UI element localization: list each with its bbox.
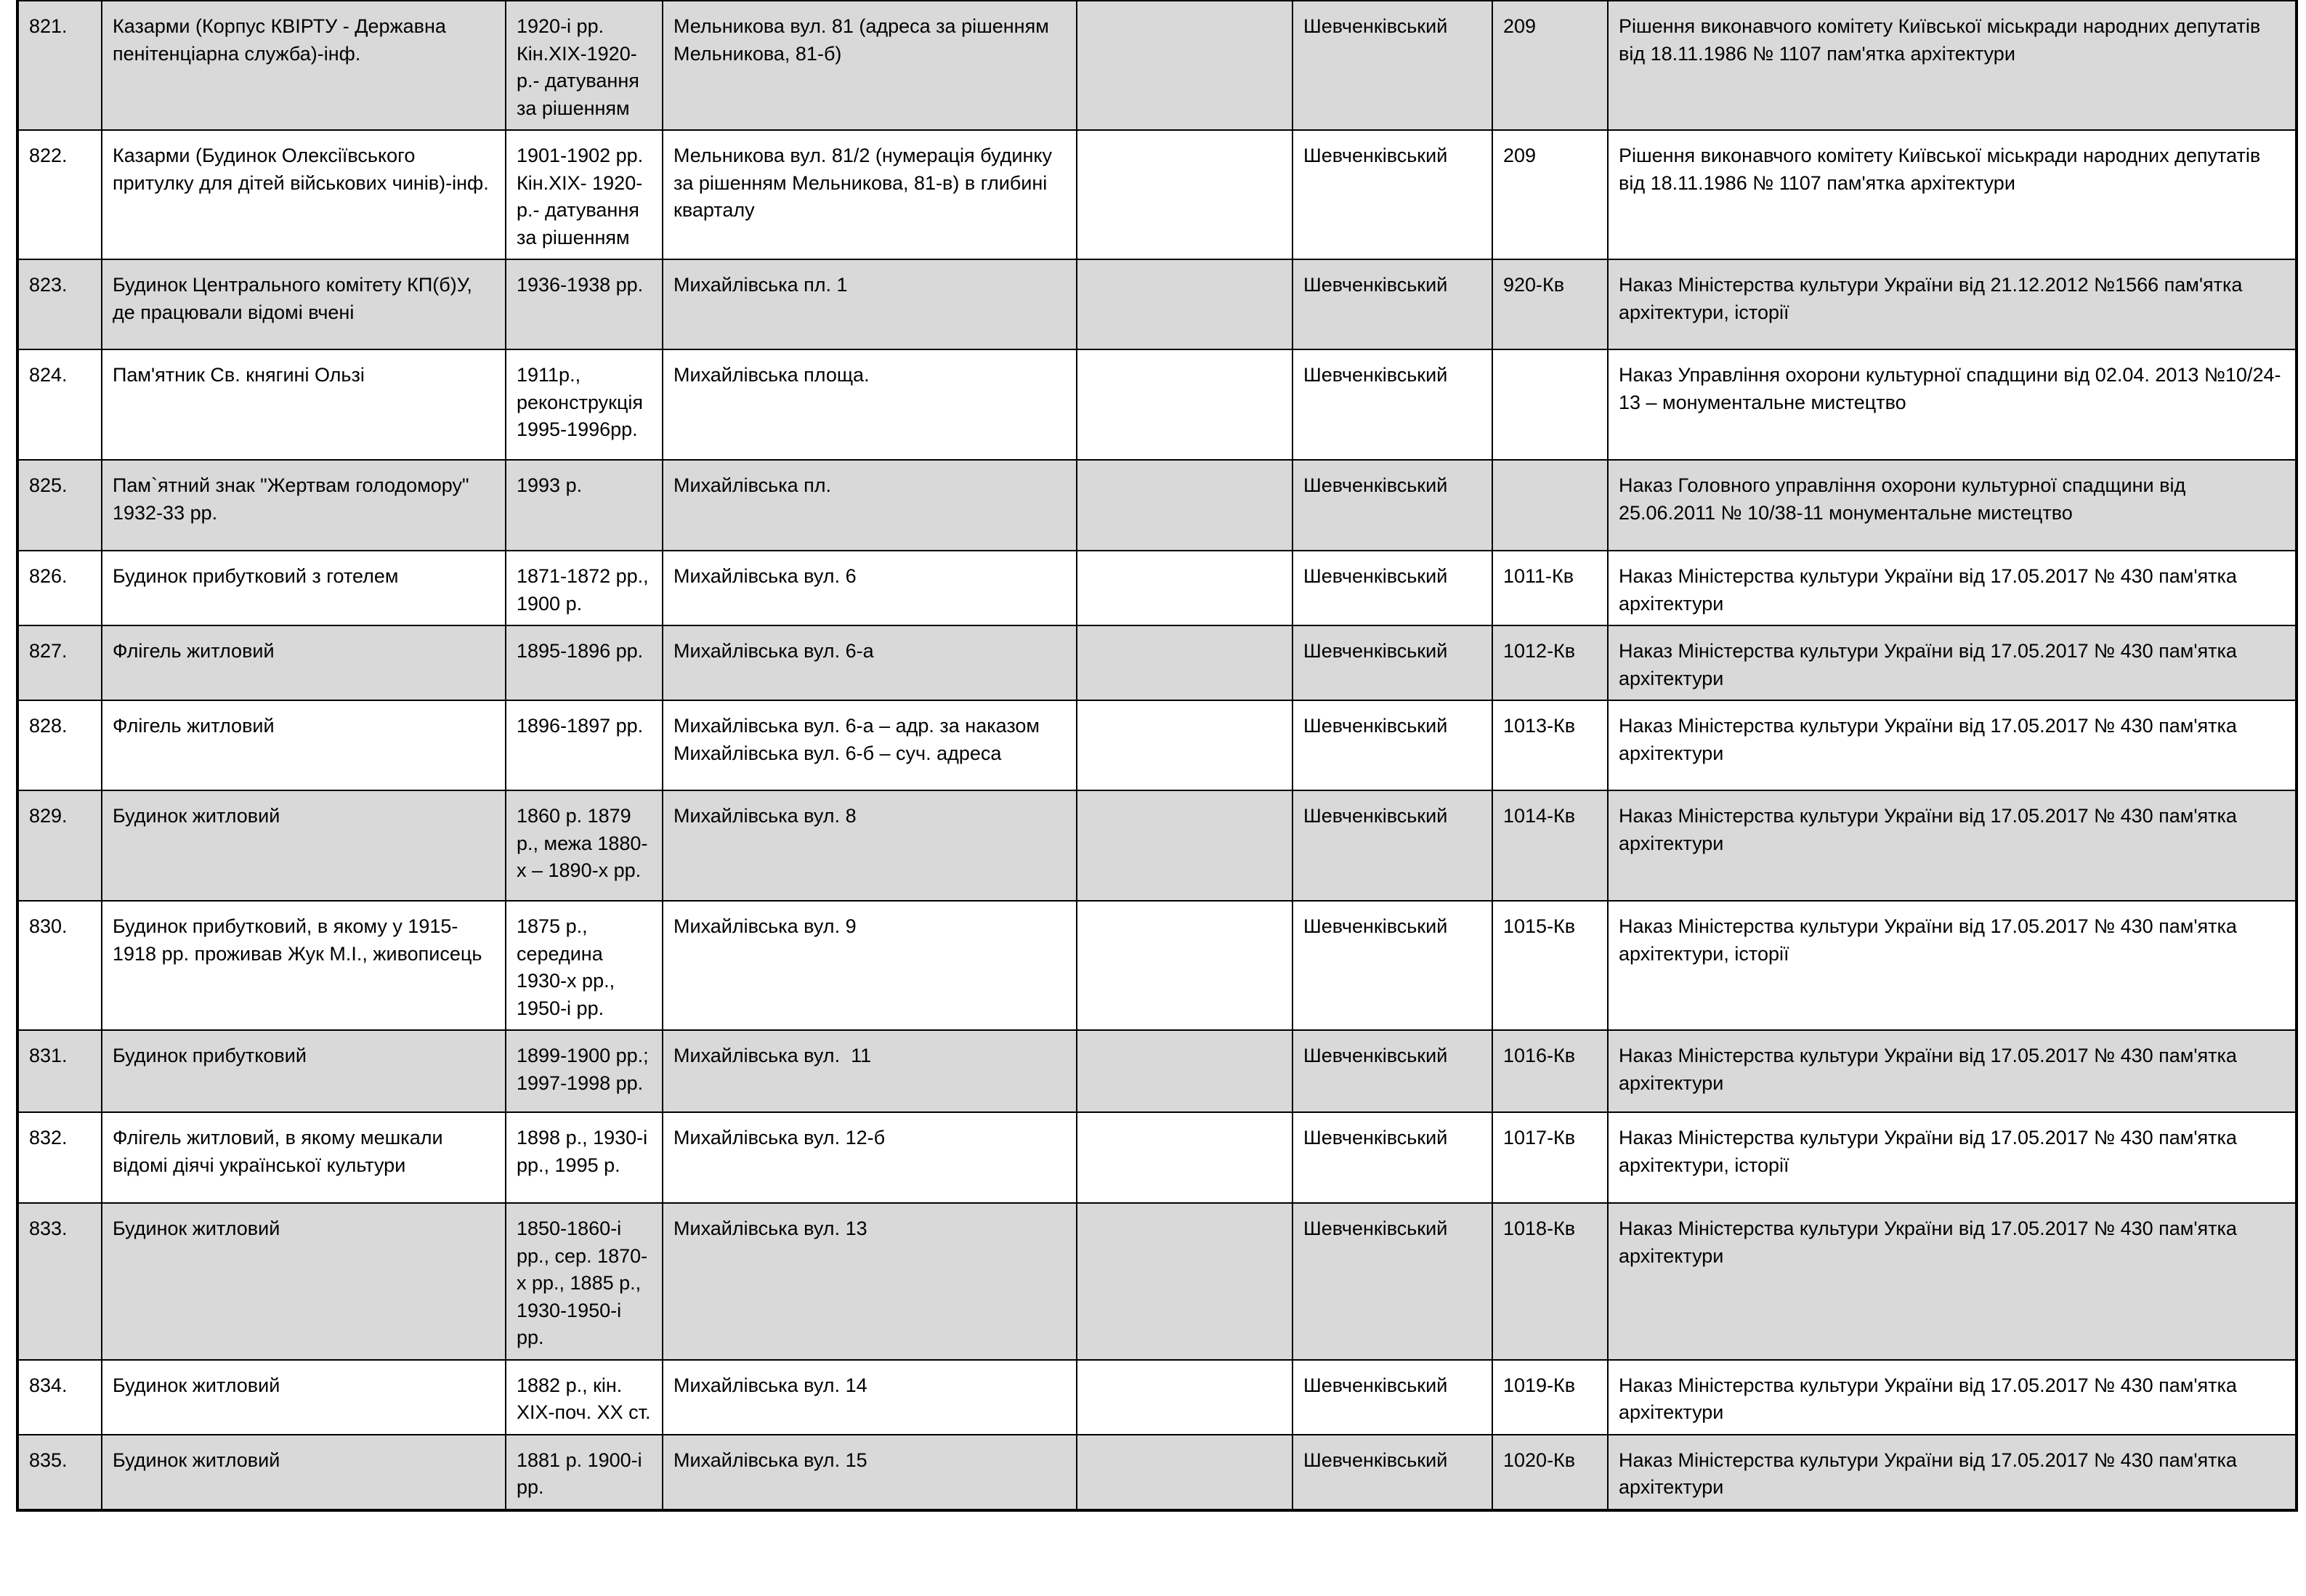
address: Михайлівська вул. 6 <box>663 551 1077 625</box>
district: Шевченківський <box>1292 700 1492 790</box>
protection-code: 1012-Кв <box>1492 625 1608 700</box>
table-row <box>17 901 2297 1030</box>
protection-code: 1016-Кв <box>1492 1030 1608 1112</box>
address: Михайлівська пл. <box>663 460 1077 551</box>
extra-column <box>1077 460 1292 551</box>
decision: Наказ Міністерства культури України від 17.05.2017 № 430 пам'ятка архітектури <box>1608 700 2297 790</box>
dating: 1882 р., кін. ХІХ-поч. ХХ ст. <box>506 1360 663 1435</box>
protection-code: 209 <box>1492 1 1608 130</box>
decision: Наказ Міністерства культури України від 17.05.2017 № 430 пам'ятка архітектури <box>1608 1360 2297 1435</box>
decision: Наказ Міністерства культури України від 17.05.2017 № 430 пам'ятка архітектури <box>1608 1435 2297 1510</box>
dating: 1850-1860-і рр., сер. 1870-х рр., 1885 р., 1930-1950-і рр. <box>506 1203 663 1360</box>
monument-name: Пам`ятний знак "Жертвам голодомору" 1932-33 рр. <box>102 460 506 551</box>
dating: 1895-1896 рр. <box>506 625 663 700</box>
extra-column <box>1077 901 1292 1030</box>
extra-column <box>1077 259 1292 349</box>
address: Михайлівська вул. 14 <box>663 1360 1077 1435</box>
protection-code: 1013-Кв <box>1492 700 1608 790</box>
extra-column <box>1077 130 1292 259</box>
dating: 1898 р., 1930-і рр., 1995 р. <box>506 1112 663 1203</box>
row-number: 823. <box>17 259 102 349</box>
monument-name: Будинок прибутковий з готелем <box>102 551 506 625</box>
table-row <box>17 1360 2297 1435</box>
monument-name: Флігель житловий, в якому мешкали відомі діячі української культури <box>102 1112 506 1203</box>
extra-column <box>1077 625 1292 700</box>
extra-column <box>1077 1 1292 130</box>
district: Шевченківський <box>1292 259 1492 349</box>
decision: Наказ Міністерства культури України від 17.05.2017 № 430 пам'ятка архітектури, історії <box>1608 901 2297 1030</box>
address: Михайлівська вул. 6-а <box>663 625 1077 700</box>
monument-name: Будинок прибутковий, в якому у 1915-1918 рр. проживав Жук М.І., живописець <box>102 901 506 1030</box>
monument-name: Будинок Центрального комітету КП(б)У, де працювали відомі вчені <box>102 259 506 349</box>
table-row <box>17 1 2297 130</box>
table-row <box>17 1112 2297 1203</box>
row-number: 822. <box>17 130 102 259</box>
dating: 1896-1897 рр. <box>506 700 663 790</box>
district: Шевченківський <box>1292 460 1492 551</box>
dating: 1911р., реконструкція 1995-1996рр. <box>506 349 663 460</box>
dating: 1899-1900 рр.; 1997-1998 рр. <box>506 1030 663 1112</box>
dating: 1881 р. 1900-і рр. <box>506 1435 663 1510</box>
table-body <box>17 1 2297 1510</box>
table-row <box>17 790 2297 901</box>
row-number: 833. <box>17 1203 102 1360</box>
district: Шевченківський <box>1292 625 1492 700</box>
decision: Наказ Міністерства культури України від 17.05.2017 № 430 пам'ятка архітектури <box>1608 551 2297 625</box>
district: Шевченківський <box>1292 1360 1492 1435</box>
decision: Рішення виконавчого комітету Київської міськради народних депутатів від 18.11.1986 № 1107 пам'ятка архітектури <box>1608 130 2297 259</box>
protection-code <box>1492 460 1608 551</box>
monument-name: Флігель житловий <box>102 625 506 700</box>
district: Шевченківський <box>1292 1030 1492 1112</box>
monument-name: Флігель житловий <box>102 700 506 790</box>
monument-name: Будинок прибутковий <box>102 1030 506 1112</box>
decision: Наказ Міністерства культури України від 17.05.2017 № 430 пам'ятка архітектури <box>1608 1030 2297 1112</box>
row-number: 830. <box>17 901 102 1030</box>
district: Шевченківський <box>1292 1203 1492 1360</box>
decision: Наказ Управління охорони культурної спадщини від 02.04. 2013 №10/24-13 – монументальне мистецтво <box>1608 349 2297 460</box>
extra-column <box>1077 700 1292 790</box>
row-number: 829. <box>17 790 102 901</box>
row-number: 826. <box>17 551 102 625</box>
protection-code: 1020-Кв <box>1492 1435 1608 1510</box>
table-row <box>17 349 2297 460</box>
decision: Наказ Міністерства культури України від 17.05.2017 № 430 пам'ятка архітектури <box>1608 790 2297 901</box>
district: Шевченківський <box>1292 130 1492 259</box>
decision: Наказ Міністерства культури України від 17.05.2017 № 430 пам'ятка архітектури, історії <box>1608 1112 2297 1203</box>
monument-name: Будинок житловий <box>102 790 506 901</box>
dating: 1871-1872 рр., 1900 р. <box>506 551 663 625</box>
decision: Рішення виконавчого комітету Київської міськради народних депутатів від 18.11.1986 № 1107 пам'ятка архітектури <box>1608 1 2297 130</box>
address: Михайлівська вул. 9 <box>663 901 1077 1030</box>
address: Михайлівська вул. 11 <box>663 1030 1077 1112</box>
decision: Наказ Міністерства культури України від 21.12.2012 №1566 пам'ятка архітектури, історії <box>1608 259 2297 349</box>
table-row <box>17 1203 2297 1360</box>
protection-code: 1019-Кв <box>1492 1360 1608 1435</box>
protection-code <box>1492 349 1608 460</box>
district: Шевченківський <box>1292 1 1492 130</box>
table-row <box>17 551 2297 625</box>
decision: Наказ Міністерства культури України від 17.05.2017 № 430 пам'ятка архітектури <box>1608 625 2297 700</box>
protection-code: 209 <box>1492 130 1608 259</box>
protection-code: 920-Кв <box>1492 259 1608 349</box>
monument-name: Будинок житловий <box>102 1360 506 1435</box>
protection-code: 1014-Кв <box>1492 790 1608 901</box>
monuments-register-table <box>16 0 2298 1512</box>
row-number: 821. <box>17 1 102 130</box>
dating: 1901-1902 рр. Кін.ХІХ- 1920-р.- датування за рішенням <box>506 130 663 259</box>
dating: 1936-1938 рр. <box>506 259 663 349</box>
dating: 1875 р., середина 1930-х рр., 1950-і рр. <box>506 901 663 1030</box>
district: Шевченківський <box>1292 790 1492 901</box>
row-number: 831. <box>17 1030 102 1112</box>
address: Мельникова вул. 81 (адреса за рішенням Мельникова, 81-б) <box>663 1 1077 130</box>
address: Михайлівська вул. 12-б <box>663 1112 1077 1203</box>
row-number: 827. <box>17 625 102 700</box>
extra-column <box>1077 1112 1292 1203</box>
row-number: 835. <box>17 1435 102 1510</box>
district: Шевченківський <box>1292 1112 1492 1203</box>
address: Михайлівська вул. 8 <box>663 790 1077 901</box>
extra-column <box>1077 790 1292 901</box>
district: Шевченківський <box>1292 1435 1492 1510</box>
table-row <box>17 130 2297 259</box>
row-number: 825. <box>17 460 102 551</box>
monument-name: Казарми (Будинок Олексіївського притулку для дітей військових чинів)-інф. <box>102 130 506 259</box>
monument-name: Казарми (Корпус КВІРТУ - Державна пенітенціарна служба)-інф. <box>102 1 506 130</box>
table-row <box>17 700 2297 790</box>
address: Михайлівська вул. 13 <box>663 1203 1077 1360</box>
district: Шевченківський <box>1292 551 1492 625</box>
decision: Наказ Головного управління охорони культурної спадщини від 25.06.2011 № 10/38-11 монументальне мистецтво <box>1608 460 2297 551</box>
address: Михайлівська вул. 6-а – адр. за наказом Михайлівська вул. 6-б – суч. адреса <box>663 700 1077 790</box>
row-number: 834. <box>17 1360 102 1435</box>
table-row <box>17 259 2297 349</box>
monument-name: Будинок житловий <box>102 1203 506 1360</box>
dating: 1993 р. <box>506 460 663 551</box>
extra-column <box>1077 1360 1292 1435</box>
extra-column <box>1077 1030 1292 1112</box>
monument-name: Пам'ятник Св. княгині Ользі <box>102 349 506 460</box>
table-row <box>17 625 2297 700</box>
decision: Наказ Міністерства культури України від 17.05.2017 № 430 пам'ятка архітектури <box>1608 1203 2297 1360</box>
table-row <box>17 460 2297 551</box>
extra-column <box>1077 1435 1292 1510</box>
row-number: 828. <box>17 700 102 790</box>
table-row <box>17 1030 2297 1112</box>
extra-column <box>1077 1203 1292 1360</box>
dating: 1860 р. 1879 р., межа 1880-х – 1890-х рр. <box>506 790 663 901</box>
extra-column <box>1077 551 1292 625</box>
monument-name: Будинок житловий <box>102 1435 506 1510</box>
protection-code: 1017-Кв <box>1492 1112 1608 1203</box>
address: Михайлівська площа. <box>663 349 1077 460</box>
table-row <box>17 1435 2297 1510</box>
row-number: 824. <box>17 349 102 460</box>
protection-code: 1011-Кв <box>1492 551 1608 625</box>
district: Шевченківський <box>1292 349 1492 460</box>
extra-column <box>1077 349 1292 460</box>
address: Мельникова вул. 81/2 (нумерація будинку за рішенням Мельникова, 81-в) в глибині кварталу <box>663 130 1077 259</box>
protection-code: 1018-Кв <box>1492 1203 1608 1360</box>
dating: 1920-і рр. Кін.ХІХ-1920-р.- датування за рішенням <box>506 1 663 130</box>
address: Михайлівська вул. 15 <box>663 1435 1077 1510</box>
row-number: 832. <box>17 1112 102 1203</box>
district: Шевченківський <box>1292 901 1492 1030</box>
address: Михайлівська пл. 1 <box>663 259 1077 349</box>
protection-code: 1015-Кв <box>1492 901 1608 1030</box>
